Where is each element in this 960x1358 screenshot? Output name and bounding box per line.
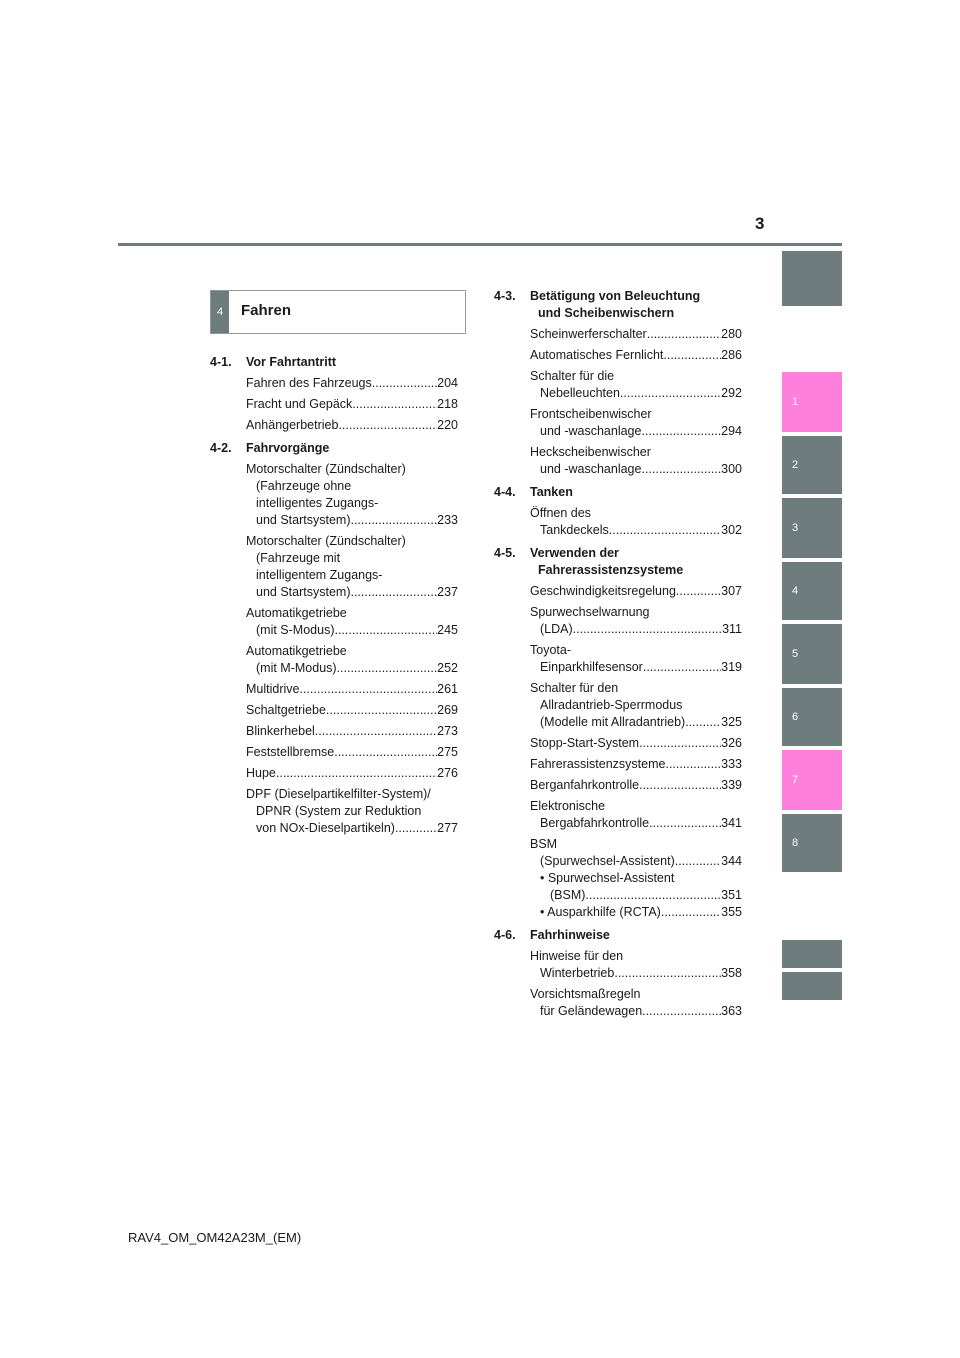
toc-entry[interactable]: Scheinwerferschalter ..... 280 [530,326,742,343]
chapter-tab-3[interactable] [782,498,842,558]
toc-group-number: 4-1. [210,355,232,369]
chapter-tab-6[interactable] [782,688,842,746]
chapter-tab-label: 5 [792,648,799,660]
page-ref: 311 [722,622,742,636]
toc-group-heading [494,484,742,501]
chapter-tab-label: 2 [792,459,799,471]
page-ref: 269 [437,703,458,717]
toc-entry[interactable]: Berganfahrkontrolle ..... 339 [530,777,742,794]
chapter-tab-2[interactable] [782,436,842,494]
toc-group-title: Verwenden der Fahrerassistenzsysteme [530,546,684,577]
header-rule [118,243,842,246]
chapter-tab-4[interactable] [782,562,842,620]
toc-right-column [494,288,742,1026]
page-ref: 326 [721,736,742,750]
page-ref: 351 [721,888,742,902]
chapter-tab-label: 3 [792,522,799,534]
toc-entry[interactable]: Geschwindigkeitsregelung ..... 307 [530,583,742,600]
page-number: 3 [755,214,765,233]
toc-group-title: Fahrhinweise [530,928,610,942]
toc-entry[interactable]: Schalter für die Nebelleuchten ..... 292 [530,368,742,402]
page-ref: 204 [437,376,458,390]
toc-group-heading [210,440,458,457]
page-ref: 252 [437,661,458,675]
toc-entry[interactable]: Fracht und Gepäck ..... 218 [246,396,458,413]
toc-entry[interactable]: Öffnen des Tankdeckels ..... 302 [530,505,742,539]
page-ref: 358 [721,966,742,980]
chapter-tab-1[interactable] [782,372,842,432]
page-ref: 333 [721,757,742,771]
toc-entry[interactable]: Frontscheibenwischer und -waschanlage ..... 294 [530,406,742,440]
chapter-tab-blank-bottom-2[interactable] [782,972,842,1000]
chapter-tab-label: 4 [792,585,799,597]
section-header [210,290,466,334]
chapter-tab-8[interactable] [782,814,842,872]
toc-subentry[interactable]: • Spurwechsel-Assistent (BSM) ..... 351 [530,870,742,904]
page-ref: 319 [721,660,742,674]
toc-group-number: 4-6. [494,928,516,942]
page-ref: 245 [437,623,458,637]
toc-group-4-3 [494,288,742,478]
toc-entry[interactable]: Blinkerhebel ..... 273 [246,723,458,740]
toc-group-title: Fahrvorgänge [246,441,330,455]
toc-group-4-5 [494,545,742,921]
toc-group-number: 4-5. [494,546,516,560]
page-ref: 292 [721,386,742,400]
toc-entry[interactable]: Schaltgetriebe ..... 269 [246,702,458,719]
toc-group-title: Vor Fahrtantritt [246,355,337,369]
toc-entry[interactable]: Schalter für den Allradantrieb-Sperrmodus (Modelle mit Allradantrieb) ..... 325 [530,680,742,731]
toc-entry[interactable]: Fahren des Fahrzeugs ..... 204 [246,375,458,392]
toc-entry[interactable]: Automatisches Fernlicht ..... 286 [530,347,742,364]
toc-left-column [210,354,458,843]
page-ref: 339 [721,778,742,792]
page-ref: 344 [721,854,742,868]
page-ref: 307 [721,584,742,598]
toc-entry[interactable]: Motorschalter (Zündschalter) (Fahrzeuge mit intelligentem Zugangs- und Startsystem) ..... 237 [246,533,458,601]
document-code: RAV4_OM_OM42A23M_(EM) [128,1230,302,1245]
toc-entry[interactable]: Heckscheibenwischer und -waschanlage ..... 300 [530,444,742,478]
page-ref: 363 [721,1004,742,1018]
page-ref: 220 [437,418,458,432]
chapter-tab-label: 1 [792,396,799,408]
page-ref: 341 [721,816,742,830]
toc-group-4-1 [210,354,458,434]
chapter-tab-label: 7 [792,774,799,786]
toc-group-4-6 [494,927,742,1020]
page-ref: 325 [721,715,742,729]
toc-group-4-2 [210,440,458,837]
chapter-tab-5[interactable] [782,624,842,684]
toc-entry[interactable]: Anhängerbetrieb ..... 220 [246,417,458,434]
toc-group-number: 4-2. [210,441,232,455]
toc-entry[interactable]: Automatikgetriebe (mit M-Modus) ..... 252 [246,643,458,677]
chapter-tab-label: 8 [792,837,799,849]
page-ref: 355 [721,905,742,919]
toc-entry[interactable]: DPF (Dieselpartikelfilter-System)/ DPNR (System zur Reduktion von NOx-Dieselpartikeln) ..... 277 [246,786,458,837]
toc-entry[interactable]: Elektronische Bergabfahrkontrolle ..... 341 [530,798,742,832]
toc-group-heading [494,288,742,322]
page-ref: 276 [437,766,458,780]
toc-entry[interactable]: Hupe ..... 276 [246,765,458,782]
toc-entry[interactable]: Spurwechselwarnung (LDA) ..... 311 [530,604,742,638]
toc-entry[interactable]: Multidrive ..... 261 [246,681,458,698]
page-ref: 302 [721,523,742,537]
toc-group-title: Tanken [530,485,573,499]
toc-entry[interactable]: Feststellbremse ..... 275 [246,744,458,761]
toc-entry[interactable]: BSM (Spurwechsel-Assistent) ..... 344 [530,836,742,870]
section-number: 4 [211,291,229,333]
page-ref: 286 [721,348,742,362]
toc-group-heading [494,927,742,944]
page-ref: 300 [721,462,742,476]
toc-group-number: 4-4. [494,485,516,499]
chapter-tab-blank-top[interactable] [782,251,842,306]
toc-entry[interactable]: Hinweise für den Winterbetrieb ..... 358 [530,948,742,982]
toc-entry[interactable]: Stopp-Start-System ..... 326 [530,735,742,752]
toc-entry[interactable]: Motorschalter (Zündschalter) (Fahrzeuge ohne intelligentes Zugangs- und Startsystem) ..... 233 [246,461,458,529]
page-ref: 294 [721,424,742,438]
toc-entry[interactable]: Fahrerassistenzsysteme ..... 333 [530,756,742,773]
toc-subentry[interactable]: • Ausparkhilfe (RCTA) ..... 355 [530,904,742,921]
page-ref: 218 [437,397,458,411]
page-ref: 273 [437,724,458,738]
toc-entry[interactable]: Automatikgetriebe (mit S-Modus) ..... 245 [246,605,458,639]
chapter-tab-label: 6 [792,711,799,723]
toc-group-title: Betätigung von Beleuchtung und Scheibenwischern [530,289,701,320]
page-ref: 261 [437,682,458,696]
toc-group-4-4 [494,484,742,539]
chapter-tab-7[interactable] [782,750,842,810]
toc-group-heading [210,354,458,371]
page-ref: 277 [437,821,458,835]
toc-group-heading [494,545,742,579]
page-ref: 280 [721,327,742,341]
page-ref: 237 [437,585,458,599]
section-title: Fahren [241,302,292,319]
page-ref: 233 [437,513,458,527]
chapter-tab-blank-bottom-1[interactable] [782,940,842,968]
toc-group-number: 4-3. [494,289,516,303]
page-ref: 275 [437,745,458,759]
toc-entry[interactable]: Vorsichtsmaßregeln für Geländewagen ..... 363 [530,986,742,1020]
toc-entry[interactable]: Toyota- Einparkhilfesensor ..... 319 [530,642,742,676]
